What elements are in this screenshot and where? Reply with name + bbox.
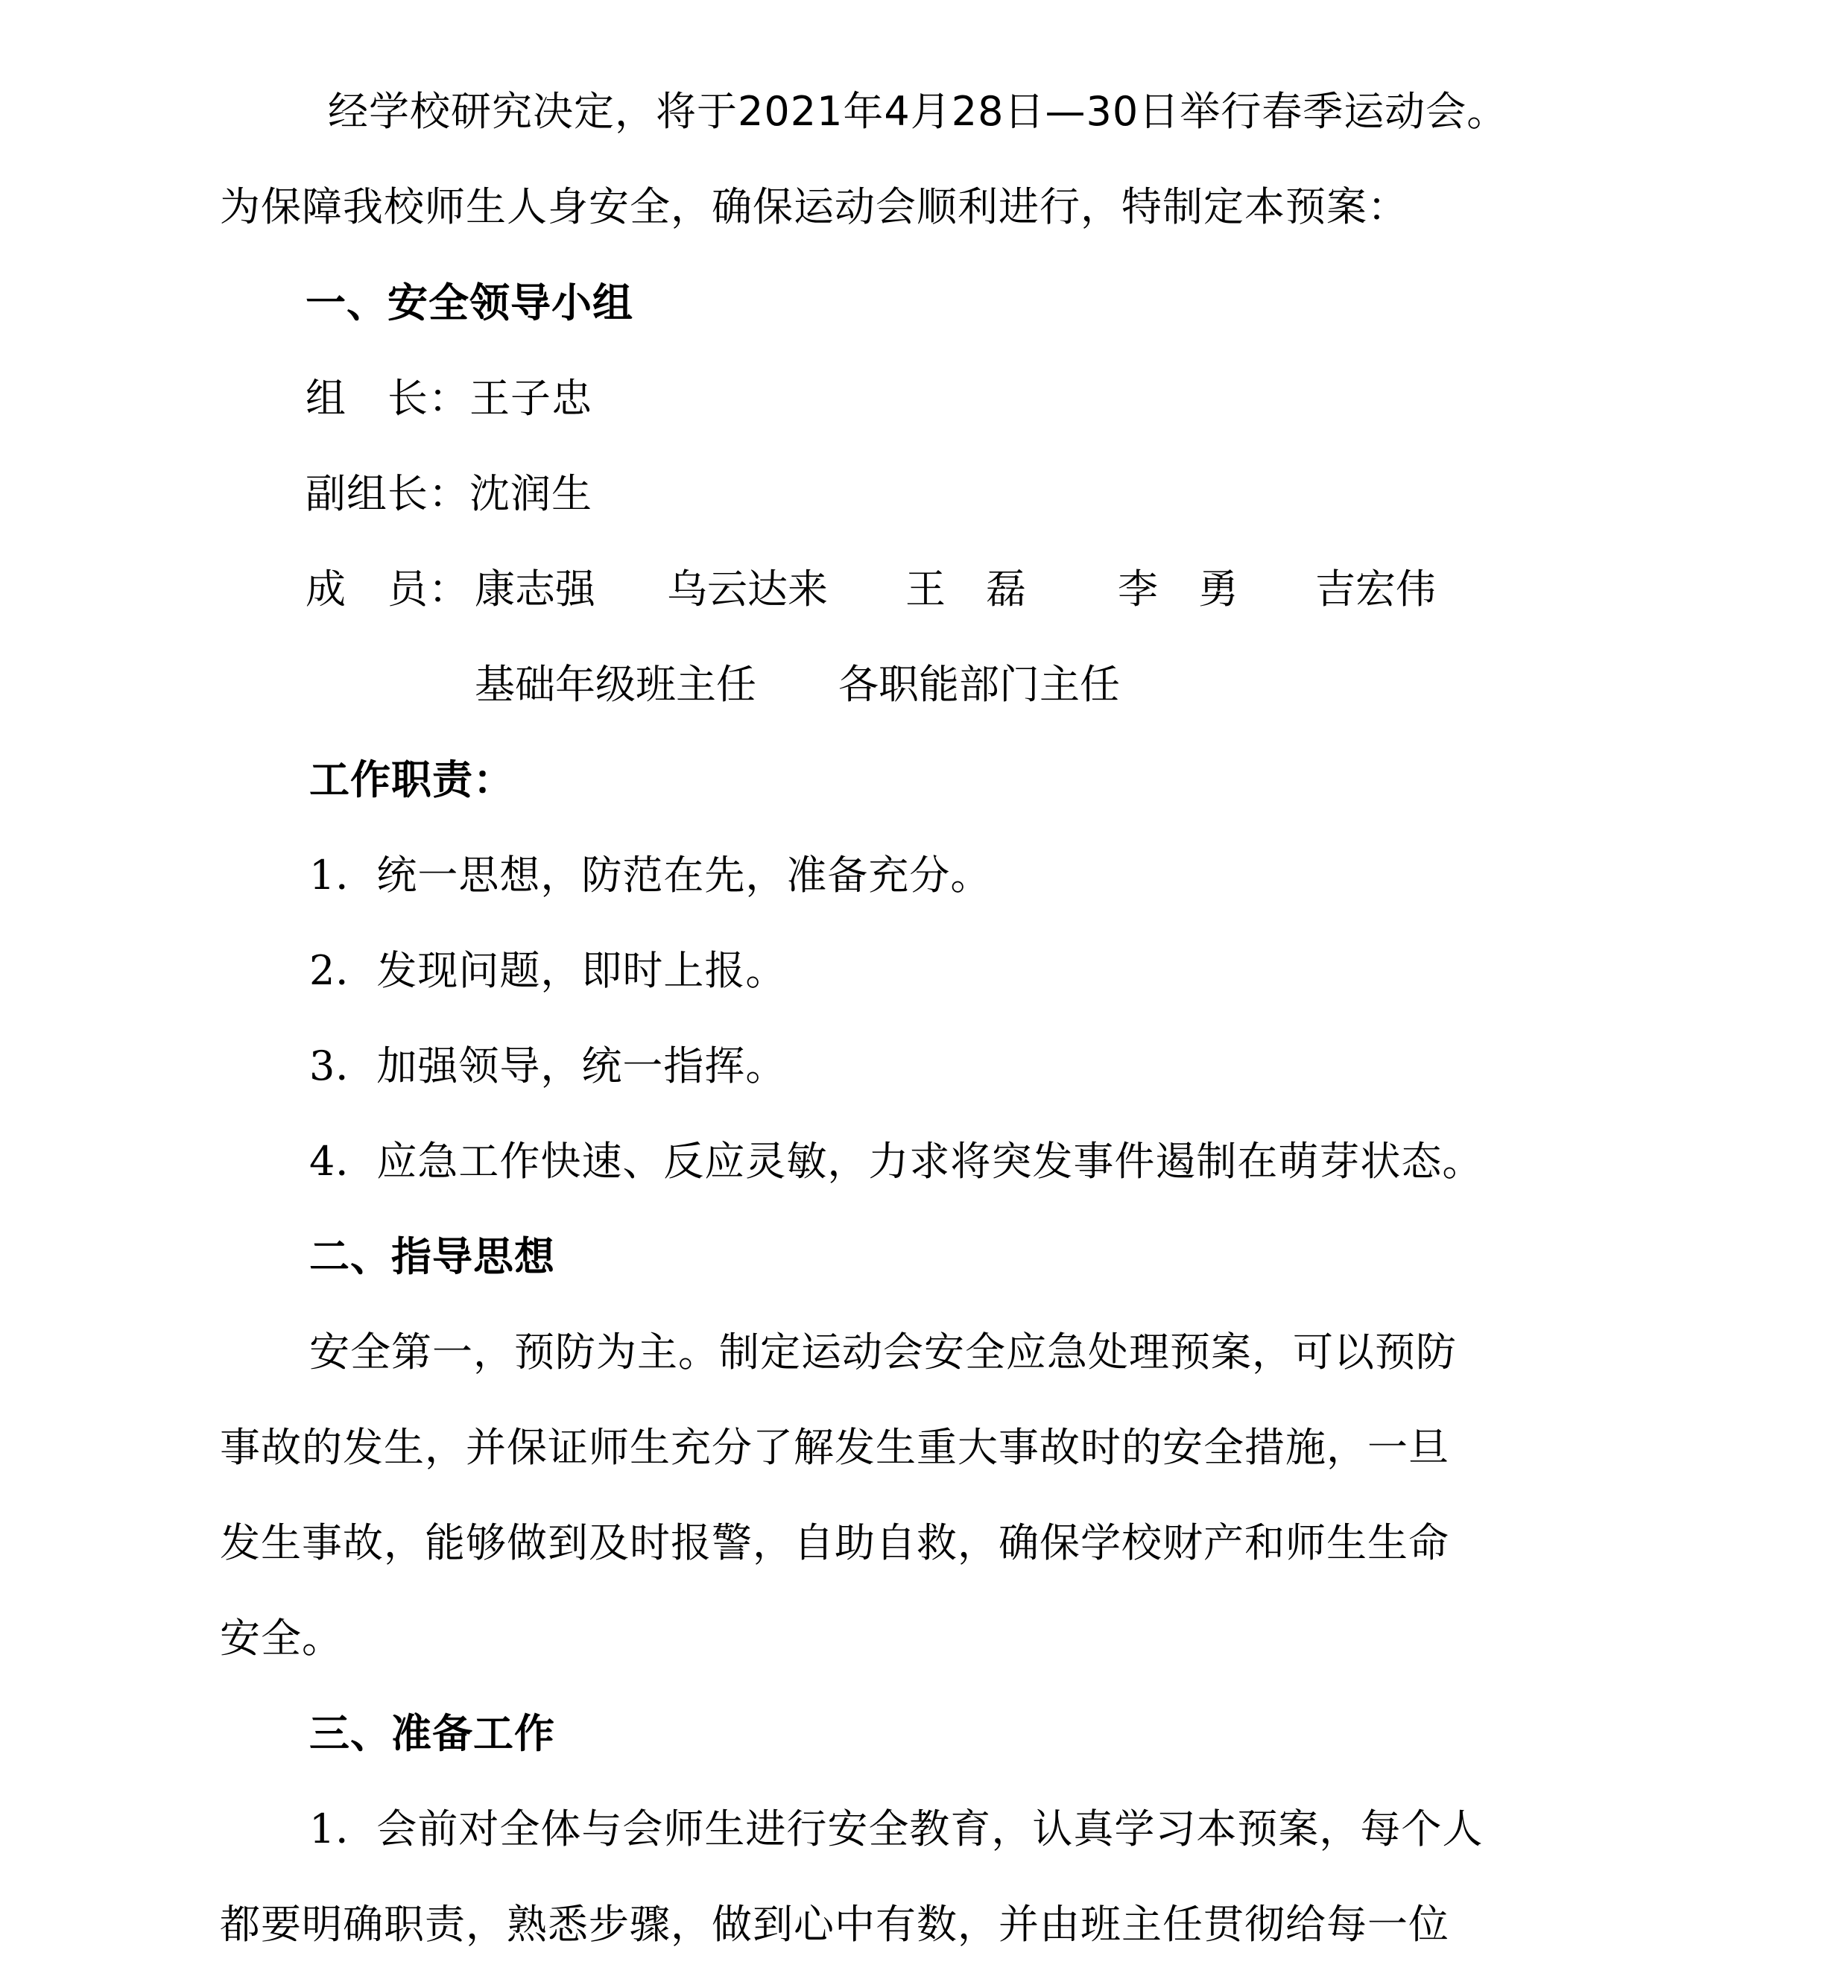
members-label: 成 员： [306,566,469,612]
duty-item: 4．应急工作快速、反应灵敏，力求将突发事件遏制在萌芽状态。 [309,1138,1484,1185]
section-3-heading: 三、准备工作 [309,1710,555,1757]
paragraph-line: 都要明确职责，熟悉步骤，做到心中有数，并由班主任贯彻给每一位 [220,1901,1449,1948]
leader-label: 组 长： [306,375,469,422]
intro-line-2: 为保障我校师生人身安全，确保运动会顺利进行，特制定本预案： [220,183,1408,230]
member-name: 王 磊 [905,566,1026,612]
duties-heading: 工作职责： [309,756,514,803]
paragraph-line: 事故的发生，并保证师生充分了解发生重大事故时的安全措施，一旦 [220,1424,1449,1471]
intro-line-1: 经学校研究决定，将于2021年4月28日—30日举行春季运动会。 [328,88,1508,135]
duty-item: 1．统一思想，防范在先，准备充分。 [309,852,992,899]
member-name: 吉宏伟 [1315,566,1436,612]
paragraph-line: 1．会前对全体与会师生进行安全教育，认真学习本预案，每个人 [309,1805,1484,1852]
deputy-label: 副组长： [306,470,469,517]
section-1-heading: 一、安全领导小组 [306,279,633,326]
paragraph-line: 安全第一，预防为主。制定运动会安全应急处理预案，可以预防 [309,1329,1457,1376]
deputy-name: 沈润生 [469,470,592,517]
member-name: 康志强 [475,566,595,612]
member-group: 基础年级班主任 [475,661,756,708]
duty-item: 2．发现问题，即时上报。 [309,947,787,994]
leader-row [306,373,592,425]
paragraph-line: 安全。 [220,1615,343,1662]
member-name: 乌云达来 [667,566,828,612]
paragraph-line: 发生事故，能够做到及时报警，自助自救，确保学校财产和师生生命 [220,1519,1449,1566]
duty-item: 3．加强领导，统一指挥。 [309,1042,787,1089]
member-name: 李 勇 [1118,566,1238,612]
section-2-heading: 二、指导思想 [309,1233,555,1280]
deputy-row [306,468,592,520]
member-group: 各职能部门主任 [838,661,1120,708]
leader-name: 王子忠 [469,375,592,422]
